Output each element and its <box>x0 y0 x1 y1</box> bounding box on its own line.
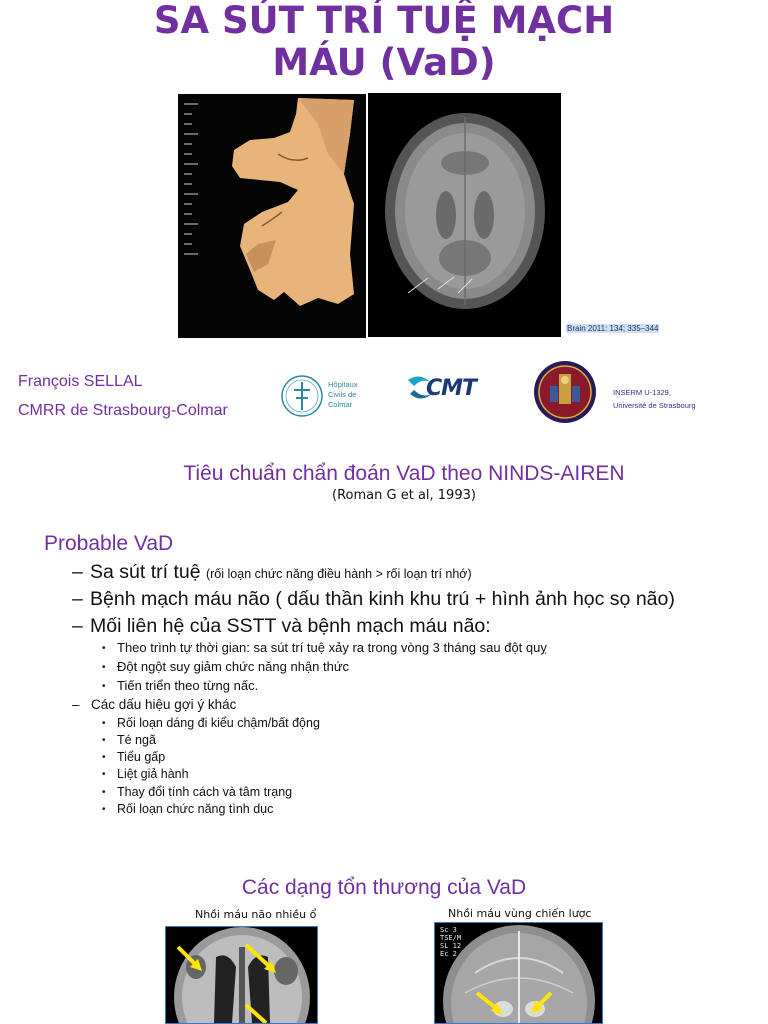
university-seal-logo <box>532 360 598 424</box>
sub-item-text: Đột ngột suy giảm chức năng nhận thức <box>117 659 350 674</box>
dash-marker: – <box>72 615 83 637</box>
inserm-line-2: Université de Strasbourg <box>613 401 696 410</box>
cmt-logo <box>404 372 494 410</box>
other-signs-heading <box>72 697 236 712</box>
slide-title <box>0 0 768 84</box>
other-sign-item: • Liệt giả hành <box>102 767 189 781</box>
other-sign-text: Rối loạn chức năng tình dục <box>117 802 274 816</box>
citation: Brain 2011: 134; 335–344 <box>567 324 659 333</box>
sub-item: • Theo trình tự thời gian: sa sút trí tuệ xảy ra trong vòng 3 tháng sau đột quỵ <box>102 640 547 655</box>
other-sign-item: • Rối loạn chức năng tình dục <box>102 802 274 816</box>
other-sign-item: • Rối loạn dáng đi kiểu chậm/bất động <box>102 716 320 730</box>
other-sign-item: • Té ngã <box>102 733 156 747</box>
other-sign-item: • Thay đổi tính cách và tâm trạng <box>102 785 293 799</box>
other-sign-text: Té ngã <box>117 733 156 747</box>
mri-overlay-line: TSE/M <box>440 934 462 942</box>
sub-item-text: Theo trình tự thời gian: sa sút trí tuệ xảy ra trong vòng 3 tháng sau đột quỵ <box>117 640 547 655</box>
criterion-dementia-text: Sa sút trí tuệ <box>90 561 201 583</box>
other-sign-text: Rối loạn dáng đi kiểu chậm/bất động <box>117 716 320 730</box>
criteria-title: Tiêu chuẩn chẩn đoán VaD theo NINDS-AIREN <box>183 462 625 485</box>
title-line-1: SA SÚT TRÍ TUỆ MẠCH <box>153 0 615 42</box>
multi-infarct-mri-svg <box>166 927 317 1023</box>
mri-overlay-line: Sc 3 <box>440 926 457 934</box>
author-name: François SELLAL <box>18 373 143 390</box>
other-sign-text: Tiểu gấp <box>117 750 166 764</box>
criterion-dementia <box>72 561 472 584</box>
other-signs-heading-text: Các dấu hiệu gợi ý khác <box>91 697 237 712</box>
criteria-reference: (Roman G et al, 1993) <box>332 488 476 503</box>
mri-axial-svg <box>368 93 561 337</box>
hospital-logo <box>278 368 378 424</box>
criterion-relationship-text: Mối liên hệ của SSTT và bệnh mạch máu não: <box>90 615 491 637</box>
author-affiliation: CMRR de Strasbourg-Colmar <box>18 402 228 419</box>
probable-heading: Probable VaD <box>44 532 174 555</box>
mri-axial-image <box>368 93 561 337</box>
sub-item: • Tiến triển theo từng nấc. <box>102 678 259 693</box>
other-sign-text: Liệt giả hành <box>117 767 189 781</box>
criterion-dementia-note: (rối loạn chức năng điều hành > rối loạn trí nhớ) <box>205 567 472 581</box>
cmt-logo-text: CMT <box>426 376 477 401</box>
criterion-relationship <box>72 615 491 638</box>
mri-overlay-line: SL 12 <box>440 942 462 950</box>
other-sign-text: Thay đổi tính cách và tâm trạng <box>117 785 293 799</box>
dash-marker: – <box>72 697 80 712</box>
university-seal-svg <box>532 360 598 424</box>
sub-item-text: Tiến triển theo từng nấc. <box>117 678 259 693</box>
multi-infarct-caption: Nhồi máu não nhiều ổ <box>195 908 317 921</box>
brain-slice-photo <box>178 94 366 338</box>
mri-overlay-line: Ec 2 <box>440 950 457 958</box>
other-sign-item: • Tiểu gấp <box>102 750 166 764</box>
hospital-logo-line1: Hôpitaux <box>328 380 358 389</box>
hospital-logo-line2: Civils de <box>328 390 357 399</box>
criterion-cerebrovascular <box>72 588 675 611</box>
strategic-infarct-mri <box>434 922 603 1024</box>
dash-marker: – <box>72 588 83 610</box>
dash-marker: – <box>72 561 83 583</box>
inserm-line-1: INSERM U-1329, <box>613 388 671 397</box>
brain-slice-svg <box>178 94 366 338</box>
multi-infarct-mri <box>165 926 318 1024</box>
title-line-2: MÁU (VaD) <box>272 41 496 84</box>
lesion-forms-title: Các dạng tổn thương của VaD <box>241 876 527 899</box>
sub-item: • Đột ngột suy giảm chức năng nhận thức <box>102 659 350 674</box>
hospital-logo-line3: Colmar <box>328 400 353 409</box>
strategic-infarct-caption: Nhồi máu vùng chiến lược <box>448 907 592 920</box>
criterion-cerebrovascular-text: Bệnh mạch máu não ( dấu thần kinh khu trú + hình ảnh học sọ não) <box>90 588 675 610</box>
